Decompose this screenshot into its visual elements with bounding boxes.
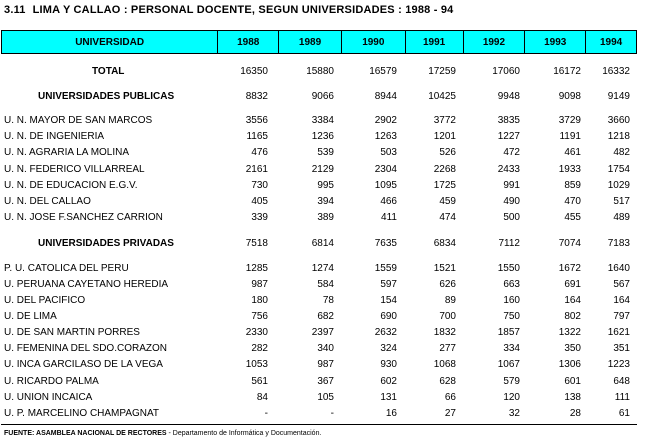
cell-year-1988: 8832 [245,91,268,102]
cell-year-1988: 730 [251,180,268,191]
row-label: TOTAL [92,66,125,77]
cell-year-1993: 691 [564,279,581,290]
cell-year-1989: 2129 [311,164,334,175]
header-year-1992: 1992 [463,31,525,53]
cell-year-1990: 8944 [374,91,397,102]
table-row [0,163,652,177]
cell-year-1989: 105 [317,392,334,403]
cell-year-1992: 7112 [498,238,520,249]
cell-year-1993: 802 [564,311,581,322]
cell-year-1988: - [264,408,268,419]
table-row [0,375,652,389]
cell-year-1994: 164 [613,295,630,306]
cell-year-1994: 9149 [607,91,630,102]
table-row [0,294,652,308]
cell-year-1994: 1223 [607,359,630,370]
cell-year-1992: 750 [503,311,520,322]
cell-year-1994: 1218 [607,131,630,142]
cell-year-1989: 1236 [311,131,334,142]
cell-year-1989: 987 [317,359,334,370]
row-label: U. DE SAN MARTIN PORRES [4,327,140,338]
cell-year-1991: 66 [444,392,456,403]
cell-year-1989: 3384 [311,115,334,126]
cell-year-1991: 3772 [433,115,456,126]
cell-year-1989: - [330,408,334,419]
cell-year-1991: 459 [439,196,456,207]
cell-year-1992: 2433 [497,164,520,175]
row-label: U. N. AGRARIA LA MOLINA [4,147,130,158]
cell-year-1990: 2304 [374,164,397,175]
row-label: U. N. FEDERICO VILLARREAL [4,164,145,175]
cell-year-1993: 455 [564,212,581,223]
cell-year-1989: 1274 [311,263,334,274]
cell-year-1992: 663 [503,279,520,290]
cell-year-1994: 797 [613,311,630,322]
cell-year-1989: 394 [317,196,334,207]
table-row [0,114,652,128]
cell-year-1991: 700 [439,311,456,322]
cell-year-1990: 7635 [374,238,397,249]
header-year-1988: 1988 [217,31,278,53]
cell-year-1994: 1621 [607,327,630,338]
cell-year-1988: 987 [251,279,268,290]
cell-year-1989: 367 [317,376,334,387]
cell-year-1994: 7183 [607,238,630,249]
cell-year-1994: 489 [613,212,630,223]
cell-year-1988: 1165 [246,131,268,142]
cell-year-1994: 3660 [607,115,630,126]
cell-year-1990: 1263 [374,131,397,142]
table-row [0,326,652,340]
cell-year-1989: 995 [317,180,334,191]
cell-year-1994: 482 [613,147,630,158]
cell-year-1990: 131 [380,392,397,403]
group-row [0,237,652,251]
cell-year-1991: 2268 [433,164,456,175]
table-row [0,179,652,193]
cell-year-1992: 9948 [497,91,520,102]
cell-year-1994: 517 [613,196,630,207]
cell-year-1992: 334 [503,343,520,354]
cell-year-1990: 597 [380,279,397,290]
cell-year-1994: 61 [618,408,630,419]
header-year-1993: 1993 [524,31,585,53]
table-row [0,130,652,144]
cell-year-1992: 1550 [497,263,520,274]
row-label: P. U. CATOLICA DEL PERU [4,263,129,274]
row-label: UNIVERSIDADES PUBLICAS [38,91,175,102]
cell-year-1990: 930 [380,359,397,370]
header-year-1991: 1991 [405,31,463,53]
header-year-1989: 1989 [278,31,341,53]
row-label: U. N. JOSE F.SANCHEZ CARRION [4,212,163,223]
table-row [0,195,652,209]
cell-year-1992: 490 [503,196,520,207]
row-label: U. RICARDO PALMA [4,376,99,387]
cell-year-1988: 2330 [245,327,268,338]
cell-year-1992: 1857 [497,327,520,338]
cell-year-1993: 1672 [558,263,581,274]
table-row [0,407,652,421]
cell-year-1991: 1068 [433,359,456,370]
cell-year-1993: 138 [564,392,581,403]
cell-year-1991: 10425 [428,91,456,102]
cell-year-1992: 3835 [497,115,520,126]
cell-year-1992: 32 [508,408,520,419]
cell-year-1988: 561 [251,376,268,387]
source-note [4,430,321,437]
cell-year-1993: 1322 [558,327,581,338]
table-row [0,391,652,405]
cell-year-1993: 461 [564,147,581,158]
cell-year-1990: 2902 [374,115,397,126]
cell-year-1993: 350 [564,343,581,354]
cell-year-1990: 154 [380,295,397,306]
cell-year-1990: 1095 [374,180,397,191]
cell-year-1991: 474 [439,212,456,223]
cell-year-1988: 180 [251,295,268,306]
header-year-1990: 1990 [341,31,405,53]
cell-year-1991: 89 [444,295,456,306]
row-label: UNIVERSIDADES PRIVADAS [38,238,174,249]
cell-year-1990: 411 [381,212,397,223]
row-label: U. PERUANA CAYETANO HEREDIA [4,279,169,290]
cell-year-1993: 164 [564,295,581,306]
cell-year-1990: 503 [380,147,397,158]
table-row [0,358,652,372]
cell-year-1992: 500 [503,212,520,223]
cell-year-1993: 601 [564,376,581,387]
cell-year-1994: 567 [613,279,630,290]
cell-year-1993: 7074 [558,238,581,249]
total-row [0,65,652,79]
cell-year-1990: 1559 [374,263,397,274]
cell-year-1990: 324 [380,343,397,354]
cell-year-1990: 690 [380,311,397,322]
cell-year-1988: 84 [256,392,268,403]
cell-year-1991: 626 [439,279,456,290]
cell-year-1993: 28 [569,408,581,419]
cell-year-1989: 340 [317,343,334,354]
table-row [0,342,652,356]
table-title [4,4,454,16]
cell-year-1991: 277 [439,343,456,354]
cell-year-1991: 17259 [428,66,456,77]
cell-year-1993: 1191 [559,131,581,142]
cell-year-1988: 756 [251,311,268,322]
cell-year-1992: 472 [503,147,520,158]
cell-year-1992: 1227 [497,131,520,142]
cell-year-1989: 6814 [311,238,334,249]
row-label: U. UNION INCAICA [4,392,93,403]
cell-year-1988: 282 [251,343,268,354]
cell-year-1989: 15880 [306,66,334,77]
cell-year-1991: 6834 [433,238,456,249]
cell-year-1991: 27 [444,408,456,419]
cell-year-1988: 339 [251,212,268,223]
cell-year-1989: 584 [317,279,334,290]
table-title-text: LIMA Y CALLAO : PERSONAL DOCENTE, SEGUN UNIVERSIDADES : 1988 - 94 [32,4,454,16]
cell-year-1991: 1725 [433,180,456,191]
cell-year-1993: 3729 [558,115,581,126]
cell-year-1989: 389 [317,212,334,223]
source-label: FUENTE: ASAMBLEA NACIONAL DE RECTORES [4,430,167,437]
row-label: U. DEL PACIFICO [4,295,86,306]
header-university: UNIVERSIDAD [2,31,217,53]
cell-year-1994: 111 [614,392,630,403]
cell-year-1990: 16579 [369,66,397,77]
row-label: U. N. DE INGENIERIA [4,131,105,142]
group-row [0,90,652,104]
row-label: U. INCA GARCILASO DE LA VEGA [4,359,163,370]
row-label: U. DE LIMA [4,311,57,322]
cell-year-1993: 859 [564,180,581,191]
cell-year-1988: 3556 [245,115,268,126]
cell-year-1993: 470 [564,196,581,207]
cell-year-1994: 648 [613,376,630,387]
cell-year-1991: 628 [439,376,456,387]
cell-year-1991: 526 [439,147,456,158]
cell-year-1989: 9066 [311,91,334,102]
row-label: U. P. MARCELINO CHAMPAGNAT [4,408,160,419]
table-row [0,211,652,225]
cell-year-1990: 16 [385,408,397,419]
cell-year-1989: 682 [317,311,334,322]
table-bottom-rule [1,424,637,425]
cell-year-1994: 1029 [607,180,630,191]
cell-year-1993: 9098 [558,91,581,102]
cell-year-1991: 1521 [433,263,456,274]
row-label: U. FEMENINA DEL SDO.CORAZON [4,343,167,354]
cell-year-1994: 1640 [607,263,630,274]
cell-year-1992: 991 [503,180,520,191]
cell-year-1990: 2632 [374,327,397,338]
header-year-1994: 1994 [585,31,636,53]
cell-year-1988: 1285 [245,263,268,274]
row-label: U. N. MAYOR DE SAN MARCOS [4,115,153,126]
cell-year-1989: 539 [317,147,334,158]
cell-year-1994: 1754 [607,164,630,175]
table-row [0,278,652,292]
cell-year-1988: 405 [251,196,268,207]
row-label: U. N. DEL CALLAO [4,196,91,207]
cell-year-1993: 1306 [558,359,581,370]
cell-year-1989: 2397 [311,327,334,338]
cell-year-1992: 579 [503,376,520,387]
table-number: 3.11 [4,4,26,16]
cell-year-1988: 1053 [245,359,268,370]
table-row [0,262,652,276]
cell-year-1988: 7518 [245,238,268,249]
cell-year-1990: 602 [380,376,397,387]
cell-year-1988: 2161 [245,164,268,175]
cell-year-1990: 466 [380,196,397,207]
row-label: U. N. DE EDUCACION E.G.V. [4,180,138,191]
cell-year-1988: 476 [251,147,268,158]
cell-year-1991: 1201 [433,131,456,142]
cell-year-1992: 120 [503,392,520,403]
table-row [0,146,652,160]
cell-year-1993: 16172 [553,66,581,77]
cell-year-1988: 16350 [240,66,268,77]
cell-year-1992: 1067 [497,359,520,370]
table-row [0,310,652,324]
source-detail: - Departamento de Informática y Documentación. [166,430,322,437]
cell-year-1989: 78 [322,295,334,306]
cell-year-1994: 16332 [602,66,630,77]
cell-year-1994: 351 [613,343,630,354]
table-header [1,30,637,54]
cell-year-1991: 1832 [433,327,456,338]
cell-year-1993: 1933 [558,164,581,175]
cell-year-1992: 17060 [492,66,520,77]
cell-year-1992: 160 [503,295,520,306]
